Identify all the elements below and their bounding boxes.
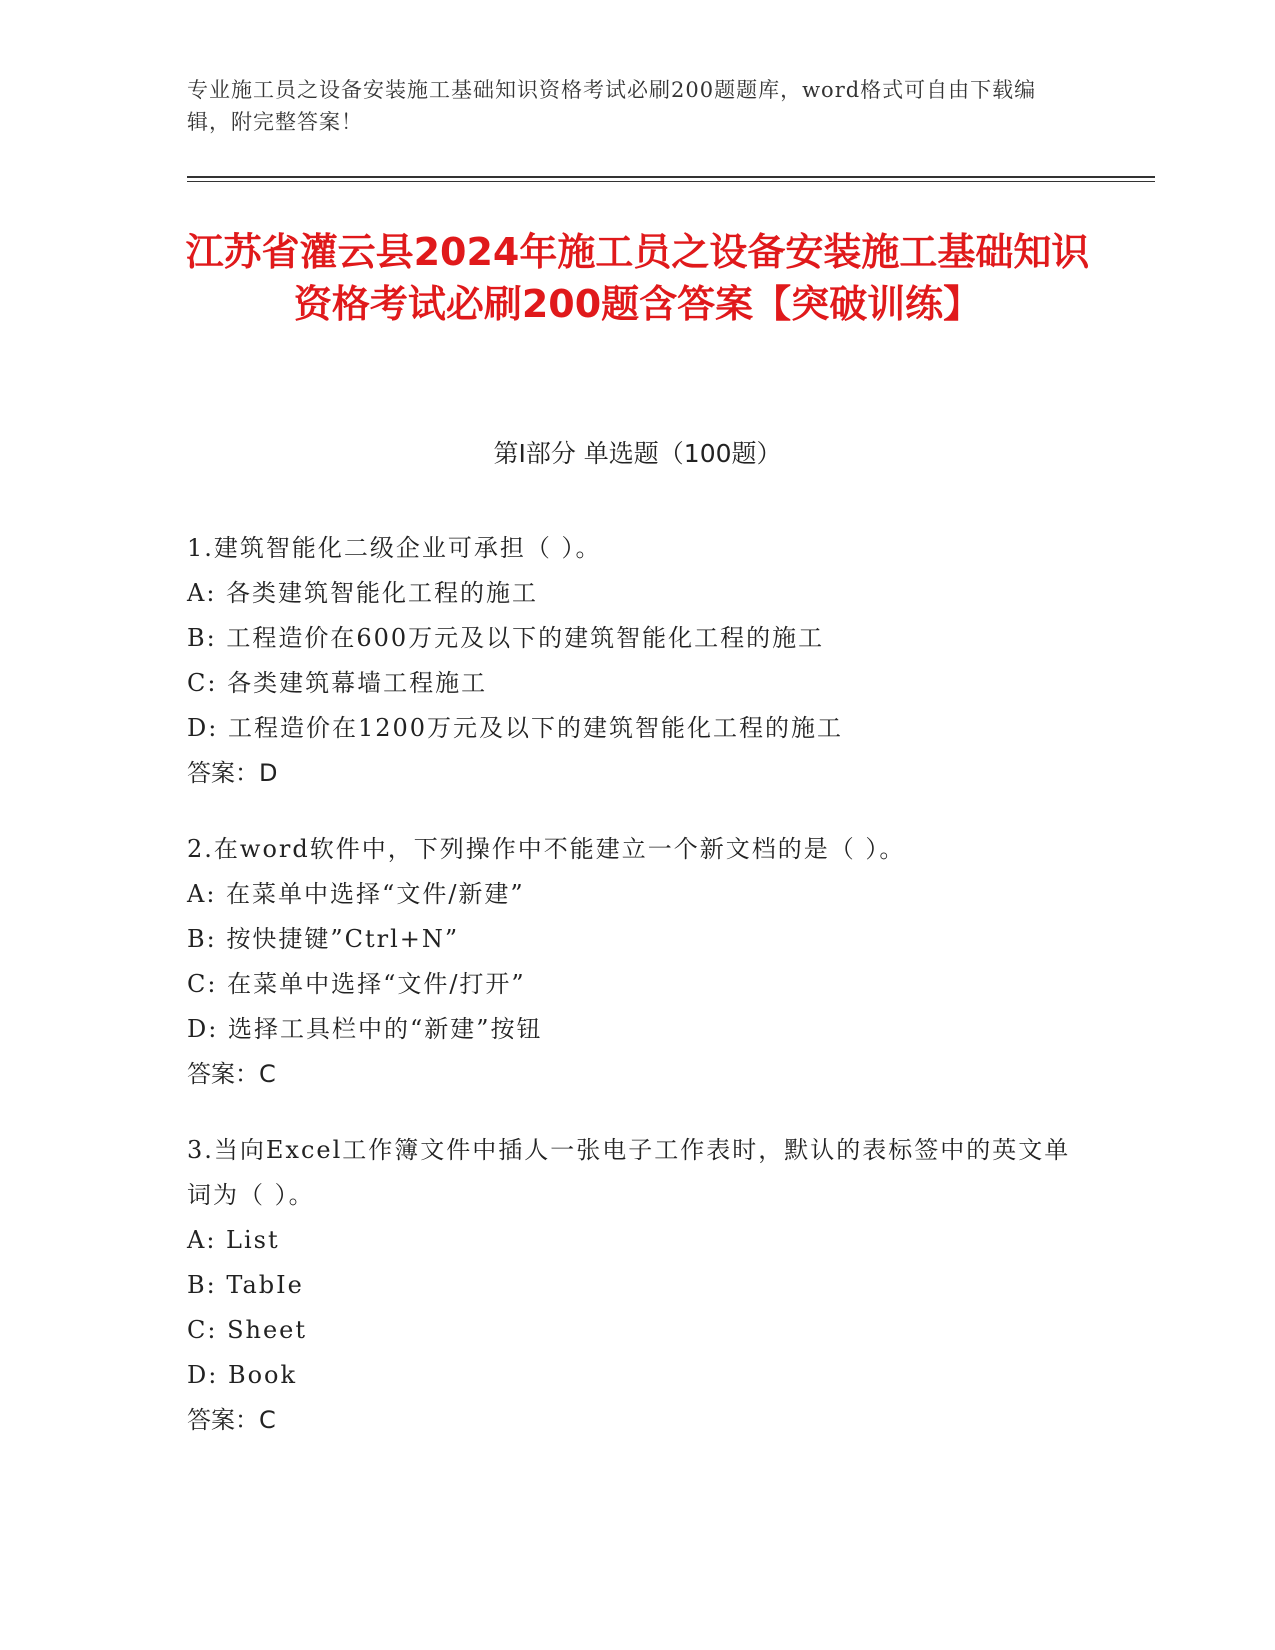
option-d: D: Book <box>187 1361 298 1389</box>
option-c: C: 各类建筑幕墙工程施工 <box>187 669 488 697</box>
question-answer: 答案：C <box>187 1406 276 1434</box>
option-c: C: Sheet <box>187 1316 308 1344</box>
question-3 <box>187 1128 1087 1443</box>
header-note: 专业施工员之设备安装施工基础知识资格考试必刷200题题库，word格式可自由下载编辑，附完整答案！ <box>187 78 1037 134</box>
header-rule-thick <box>187 176 1155 178</box>
option-a: A: 各类建筑智能化工程的施工 <box>187 579 539 607</box>
option-c: C: 在菜单中选择“文件/打开” <box>187 970 526 998</box>
question-list <box>187 526 1087 1474</box>
question-stem: 2.在word软件中，下列操作中不能建立一个新文档的是（ ）。 <box>187 835 906 863</box>
header-rule-thin <box>187 181 1155 182</box>
option-a: A: 在菜单中选择“文件/新建” <box>187 880 525 908</box>
section-heading: 第Ⅰ部分 单选题（100题） <box>493 439 782 468</box>
question-answer: 答案：D <box>187 759 278 787</box>
question-stem: 1.建筑智能化二级企业可承担（ ）。 <box>187 534 602 562</box>
question-2 <box>187 827 1087 1097</box>
question-1 <box>187 526 1087 796</box>
option-b: B: 工程造价在600万元及以下的建筑智能化工程的施工 <box>187 624 825 652</box>
document-title: 江苏省灌云县2024年施工员之设备安装施工基础知识资格考试必刷200题含答案【突破训练】 <box>185 230 1090 326</box>
question-answer: 答案：C <box>187 1060 276 1088</box>
question-stem: 3.当向Excel工作簿文件中插人一张电子工作表时，默认的表标签中的英文单词为（ ）。 <box>187 1136 1071 1209</box>
option-a: A: List <box>187 1226 280 1254</box>
option-b: B: TabIe <box>187 1271 304 1299</box>
option-d: D: 工程造价在1200万元及以下的建筑智能化工程的施工 <box>187 714 844 742</box>
option-d: D: 选择工具栏中的“新建”按钮 <box>187 1015 543 1043</box>
option-b: B: 按快捷键”Ctrl+N” <box>187 925 460 953</box>
